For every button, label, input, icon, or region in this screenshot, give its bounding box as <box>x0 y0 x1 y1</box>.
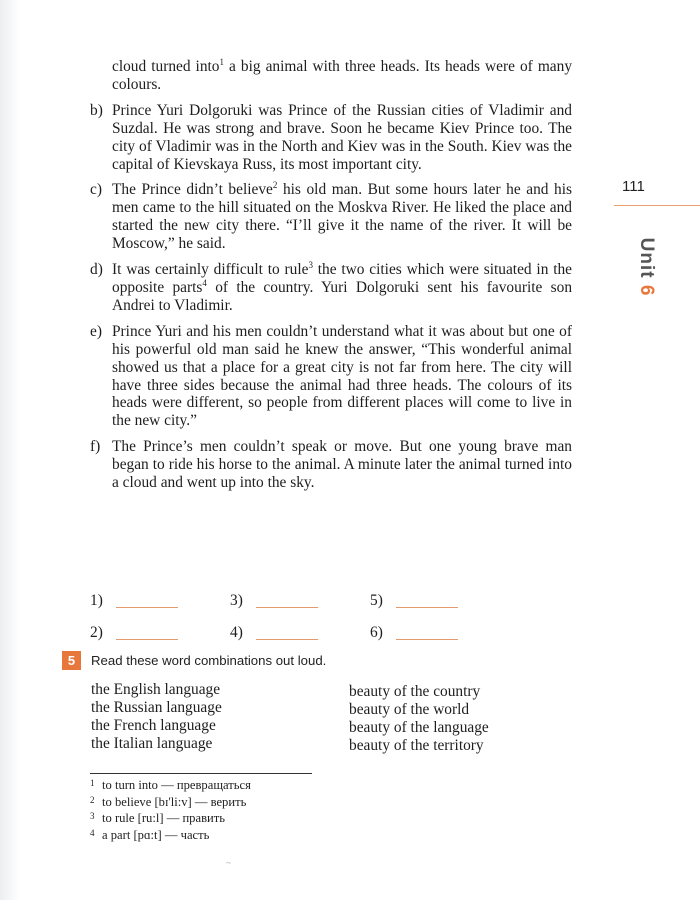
footnote <box>90 810 251 827</box>
exercise-instruction: Read these word combinations out loud. <box>91 653 327 668</box>
item-d-text-3: of the country. Yuri Dolgoruki sent his favourite son Andrei to Vladimir. <box>112 278 573 314</box>
answer-cell <box>230 624 370 642</box>
word-combination: beauty of the territory <box>349 737 484 754</box>
footnote-ref-4: 4 <box>202 277 207 288</box>
item-b-text: Prince Yuri Dolgoruki was Prince of the Russian cities of Vladimir and Suzdal. He was strong and brave. Soon he became Kiev Prince too. The city of Vladimir was in the North and Kiev was in the South. Kiev was the capital of Kievskaya Russ, its most important city. <box>112 101 572 173</box>
item-d-text-2: the two cities which were situated in the opposite parts <box>112 261 573 296</box>
footnote-number: 1 <box>90 778 95 788</box>
footnote <box>90 777 251 794</box>
item-d-label: d) <box>90 261 103 279</box>
item-f-label: f) <box>90 438 101 456</box>
footnote-text: to turn into — превращаться <box>102 778 251 792</box>
footnote-ref-2: 2 <box>272 180 278 191</box>
item-e <box>90 323 572 430</box>
item-e-text: Prince Yuri and his men couldn’t understand what it was about but one of his powerful old man said he knew the answer, “This wonderful animal showed us that a place for a great city is not far from here. The city will have three sides because the animal had three heads. The colours of its heads were different, so people from different places will come to live in the new city.” <box>112 322 572 430</box>
item-c-text-2: his old man. But some hours later he and his men came to the hill situated on the Moskva River. He liked the place and started the new city there. “I’ll give it the name of the river. It will be Moscow,” he said. <box>112 181 572 253</box>
word-combinations-right <box>349 683 489 755</box>
answer-number: 3) <box>230 592 243 609</box>
item-b <box>90 102 572 174</box>
item-d-text <box>112 261 572 315</box>
footnote-text: a part [pɑ:t] — часть <box>102 827 210 842</box>
answer-blank[interactable] <box>116 627 178 640</box>
answer-cell <box>370 624 510 642</box>
footnote-text: to rule [ru:l] — править <box>102 811 225 825</box>
footnote-number: 4 <box>90 827 95 838</box>
footnote-number: 3 <box>90 811 95 821</box>
word-combination: beauty of the language <box>349 719 489 736</box>
item-d-text-1: It was certainly difficult to rule <box>112 261 309 279</box>
answer-cell <box>90 592 230 610</box>
exercise-number-badge: 5 <box>62 651 81 670</box>
answer-cell <box>90 624 230 642</box>
unit-label <box>635 227 657 307</box>
footnotes <box>90 777 251 843</box>
word-combination: the French language <box>91 717 216 734</box>
footnote-number: 2 <box>90 794 95 805</box>
word-combination: beauty of the country <box>349 683 481 700</box>
answer-number: 5) <box>370 592 383 609</box>
item-f <box>90 438 572 492</box>
item-d <box>90 261 572 315</box>
answer-blank[interactable] <box>116 595 178 608</box>
word-combination: beauty of the world <box>349 701 470 718</box>
item-b-label: b) <box>90 101 103 119</box>
item-c <box>90 181 572 253</box>
exercise-5-header <box>62 651 622 670</box>
print-mark: ~ <box>226 858 231 868</box>
unit-divider <box>614 205 700 206</box>
word-combination: the English language <box>91 681 221 698</box>
answer-blank[interactable] <box>396 595 458 608</box>
answer-blank[interactable] <box>396 627 458 640</box>
item-c-text <box>112 181 572 253</box>
word-combinations-left <box>91 681 222 753</box>
footnote-ref-1: 1 <box>219 56 225 67</box>
answer-blank[interactable] <box>256 595 318 608</box>
page-edge-shadow <box>0 0 20 900</box>
answer-cell <box>230 592 370 610</box>
footnote-ref-3: 3 <box>308 259 313 270</box>
footnote <box>90 794 251 811</box>
answer-number: 6) <box>370 624 383 641</box>
item-c-label: c) <box>90 181 102 199</box>
answer-blanks <box>90 585 510 649</box>
item-e-label: e) <box>90 322 102 340</box>
answer-blank[interactable] <box>256 627 318 640</box>
answer-number: 2) <box>90 624 103 641</box>
footnote-divider <box>90 773 312 774</box>
footnote <box>90 827 251 844</box>
word-combination: the Italian language <box>91 735 213 752</box>
reading-text <box>90 58 572 492</box>
continuation-text-1: cloud turned into <box>112 58 220 75</box>
page-number: 111 <box>622 178 645 195</box>
continuation-paragraph <box>90 58 572 94</box>
item-f-text: The Prince’s men couldn’t speak or move. But one young brave man began to ride his horse to the animal. A minute later the animal turned into a cloud and went up into the sky. <box>112 438 572 492</box>
unit-word: Unit <box>636 237 657 279</box>
answer-cell <box>370 592 510 610</box>
word-combination: the Russian language <box>91 699 222 716</box>
continuation-text-2: a big animal with three heads. Its heads were of many colours. <box>112 58 573 93</box>
answer-row-2 <box>90 617 510 649</box>
answer-number: 1) <box>90 592 103 609</box>
footnote-text: to believe [bɪ'li:v] — верить <box>102 794 247 809</box>
answer-number: 4) <box>230 624 243 641</box>
item-c-text-1: The Prince didn’t believe <box>112 181 273 199</box>
answer-row-1 <box>90 585 510 617</box>
unit-number: 6 <box>636 284 657 297</box>
